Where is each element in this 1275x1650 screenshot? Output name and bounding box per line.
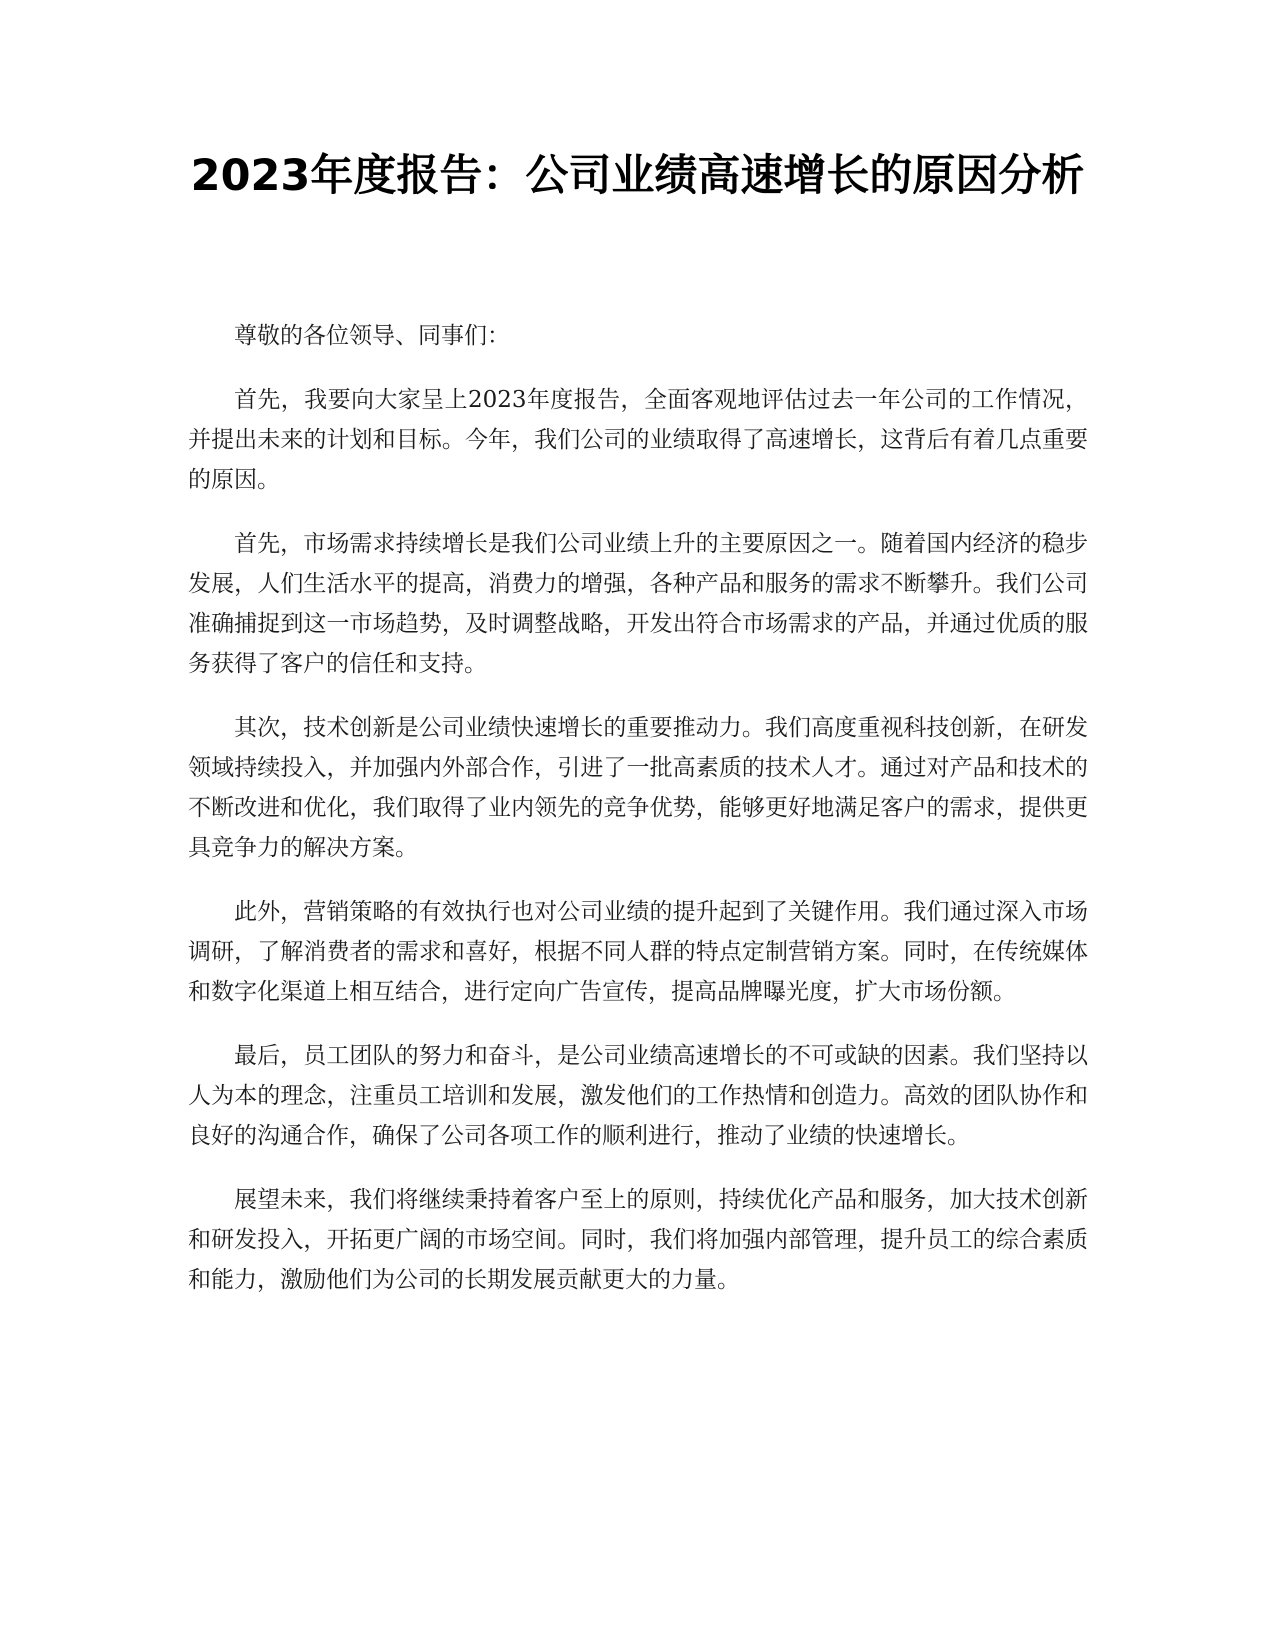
body-paragraph: 其次，技术创新是公司业绩快速增长的重要推动力。我们高度重视科技创新，在研发领域持续投入，并加强内外部合作，引进了一批高素质的技术人才。通过对产品和技术的不断改进和优化，我们取得了业内领先的竞争优势，能够更好地满足客户的需求，提供更具竞争力的解决方案。 bbox=[188, 715, 1088, 861]
closing-paragraph: 展望未来，我们将继续秉持着客户至上的原则，持续优化产品和服务，加大技术创新和研发投入，开拓更广阔的市场空间。同时，我们将加强内部管理，提升员工的综合素质和能力，激励他们为公司的长期发展贡献更大的力量。 bbox=[188, 1187, 1088, 1293]
body-paragraph: 首先，市场需求持续增长是我们公司业绩上升的主要原因之一。随着国内经济的稳步发展，人们生活水平的提高，消费力的增强，各种产品和服务的需求不断攀升。我们公司准确捕捉到这一市场趋势，及时调整战略，开发出符合市场需求的产品，并通过优质的服务获得了客户的信任和支持。 bbox=[188, 531, 1088, 677]
body-paragraph: 最后，员工团队的努力和奋斗，是公司业绩高速增长的不可或缺的因素。我们坚持以人为本的理念，注重员工培训和发展，激发他们的工作热情和创造力。高效的团队协作和良好的沟通合作，确保了公司各项工作的顺利进行，推动了业绩的快速增长。 bbox=[188, 1043, 1088, 1149]
body-paragraph: 首先，我要向大家呈上2023年度报告，全面客观地评估过去一年公司的工作情况，并提出未来的计划和目标。今年，我们公司的业绩取得了高速增长，这背后有着几点重要的原因。 bbox=[188, 387, 1088, 493]
salutation-paragraph: 尊敬的各位领导、同事们： bbox=[234, 323, 510, 349]
document-title: 2023年度报告：公司业绩高速增长的原因分析 bbox=[190, 151, 1085, 201]
body-paragraph: 此外，营销策略的有效执行也对公司业绩的提升起到了关键作用。我们通过深入市场调研，了解消费者的需求和喜好，根据不同人群的特点定制营销方案。同时，在传统媒体和数字化渠道上相互结合，进行定向广告宣传，提高品牌曝光度，扩大市场份额。 bbox=[188, 899, 1088, 1005]
document-body bbox=[188, 316, 1088, 1324]
